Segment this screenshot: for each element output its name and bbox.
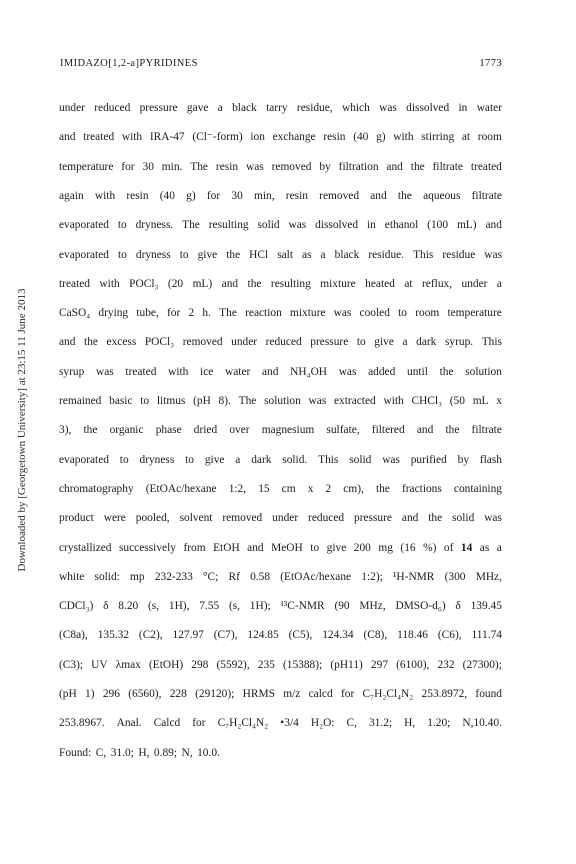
download-stamp-text: Downloaded by [Georgetown University] at 23:15 11 June 2013 (16, 288, 28, 572)
body-line: (C8a), 135.32 (C2), 127.97 (C7), 124.85 (C5), 124.34 (C8), 118.46 (C6), 111.74 (59, 629, 502, 642)
body-line: crystallized successively from EtOH and MeOH to give 200 mg (16 %) of 14 as a (59, 541, 502, 554)
body-line: again with resin (40 g) for 30 min, resin removed and the aqueous filtrate (59, 189, 502, 202)
body-line: under reduced pressure gave a black tarry residue, which was dissolved in water (59, 102, 502, 114)
body-line: evaporated to dryness to give the HCl salt as a black residue. This residue was (59, 248, 502, 261)
body-line: (C3); UV λmax (EtOH) 298 (5592), 235 (15388); (pH11) 297 (6100), 232 (27300); (59, 658, 502, 671)
body-line: 3), the organic phase dried over magnesium sulfate, filtered and the filtrate (59, 424, 502, 437)
body-line: white solid: mp 232-233 °C; Rf 0.58 (EtOAc/hexane 1:2); ¹H-NMR (300 MHz, (59, 570, 502, 583)
body-line: evaporated to dryness to give a dark solid. This solid was purified by flash (59, 453, 502, 466)
body-line: evaporated to dryness. The resulting solid was dissolved in ethanol (100 mL) and (59, 219, 502, 232)
body-line: CaSO₄ drying tube, for 2 h. The reaction mixture was cooled to room temperature (59, 307, 502, 320)
body-line: product were pooled, solvent removed under reduced pressure and the solid was (59, 512, 502, 525)
body-line: chromatography (EtOAc/hexane 1:2, 15 cm x 2 cm), the fractions containing (59, 482, 502, 495)
body-line: remained basic to litmus (pH 8). The solution was extracted with CHCl₃ (50 mL x (59, 395, 502, 407)
body-line: (pH 1) 296 (6560), 228 (29120); HRMS m/z calcd for C₇H₂Cl₄N₂ 253.8972, found (59, 688, 502, 700)
body-line: and treated with IRA-47 (Cl⁻-form) ion exchange resin (40 g) with stirring at room (59, 131, 502, 144)
body-line: 253.8967. Anal. Calcd for C₇H₂Cl₄N₂ •3/4 H₂O: C, 31.2; H, 1.20; N,10.40. (59, 717, 502, 730)
body-line: syrup was treated with ice water and NH₄OH was added until the solution (59, 365, 502, 378)
body-line: CDCl₃) δ 8.20 (s, 1H), 7.55 (s, 1H); ¹³C-NMR (90 MHz, DMSO-d₆) δ 139.45 (59, 600, 502, 613)
running-title: IMIDAZO[1,2-a]PYRIDINES (60, 58, 198, 69)
body-line: treated with POCl₃ (20 mL) and the resulting mixture heated at reflux, under a (59, 277, 502, 290)
page-number: 1773 (479, 58, 502, 69)
body-line: temperature for 30 min. The resin was removed by filtration and the filtrate treated (59, 160, 502, 173)
body-line: Found: C, 31.0; H, 0.89; N, 10.0. (59, 746, 220, 759)
body-line: and the excess POCl₃ removed under reduced pressure to give a dark syrup. This (59, 336, 502, 349)
